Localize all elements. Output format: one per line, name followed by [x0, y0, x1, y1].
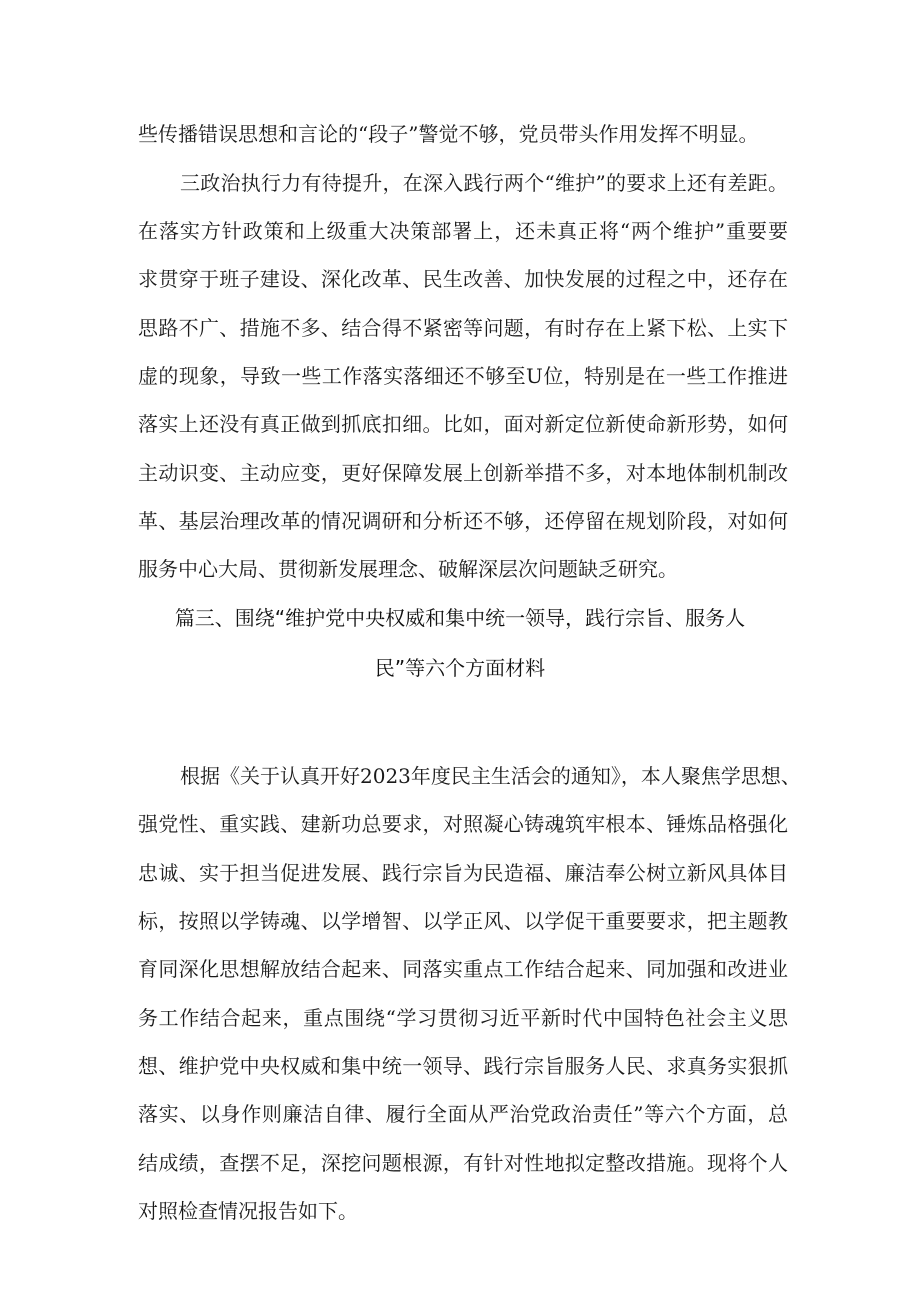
- paragraph-line: 强党性、重实践、建新功总要求，对照凝心铸魂筑牢根本、锤炼品格强化: [138, 812, 788, 836]
- paragraph-line: 在落实方针政策和上级重大决策部署上，还未真正将“两个维护”重要要: [138, 219, 788, 243]
- paragraph-line: 忠诚、实于担当促进发展、践行宗旨为民造福、廉洁奉公树立新风具体目: [138, 861, 788, 885]
- paragraph-line: 对照检查情况报告如下。: [138, 1199, 358, 1223]
- paragraph-line: 思路不广、措施不多、结合得不紧密等问题，有时存在上紧下松、上实下: [138, 316, 788, 340]
- paragraph-line: 标，按照以学铸魂、以学增智、以学正风、以学促干重要要求，把主题教: [138, 909, 788, 933]
- paragraph-line: 服务中心大局、贯彻新发展理念、破解深层次问题缺乏研究。: [138, 557, 678, 581]
- paragraph-line: 落实、以身作则廉洁自律、履行全面从严治党政治责任”等六个方面，总: [138, 1102, 788, 1126]
- paragraph-line: 求贯穿于班子建设、深化改革、民生改善、加快发展的过程之中，还存在: [138, 267, 788, 291]
- section-heading-line1: 篇三、围绕“维护党中央权威和集中统一领导，践行宗旨、服务人: [174, 606, 746, 630]
- paragraph-line: 落实上还没有真正做到抓底扣细。比如，面对新定位新使命新形势，如何: [138, 412, 788, 436]
- paragraph-line: 务工作结合起来，重点围绕“学习贯彻习近平新时代中国特色社会主义思: [138, 1006, 788, 1030]
- paragraph-line: 想、维护党中央权威和集中统一领导、践行宗旨服务人民、求真务实狠抓: [138, 1054, 788, 1078]
- paragraph-line: 三政治执行力有待提升，在深入践行两个“维护”的要求上还有差距。: [180, 171, 788, 195]
- paragraph-line: 根据《关于认真开好2023年度民主生活会的通知》，本人聚焦学思想、: [180, 764, 801, 788]
- section-heading-line2: 民”等六个方面材料: [374, 656, 546, 680]
- paragraph-line: 革、基层治理改革的情况调研和分析还不够，还停留在规划阶段，对如何: [138, 509, 788, 533]
- paragraph-line: 育同深化思想解放结合起来、同落实重点工作结合起来、同加强和改进业: [138, 957, 788, 981]
- paragraph-line: 结成绩，查摆不足，深挖问题根源，有针对性地拟定整改措施。现将个人: [138, 1151, 788, 1175]
- paragraph-line: 虚的现象，导致一些工作落实落细还不够至U位，特别是在一些工作推进: [138, 364, 788, 388]
- paragraph-line: 主动识变、主动应变，更好保障发展上创新举措不多，对本地体制机制改: [138, 461, 788, 485]
- paragraph-line: 些传播错误思想和言论的“段子”警觉不够，党员带头作用发挥不明显。: [138, 122, 759, 146]
